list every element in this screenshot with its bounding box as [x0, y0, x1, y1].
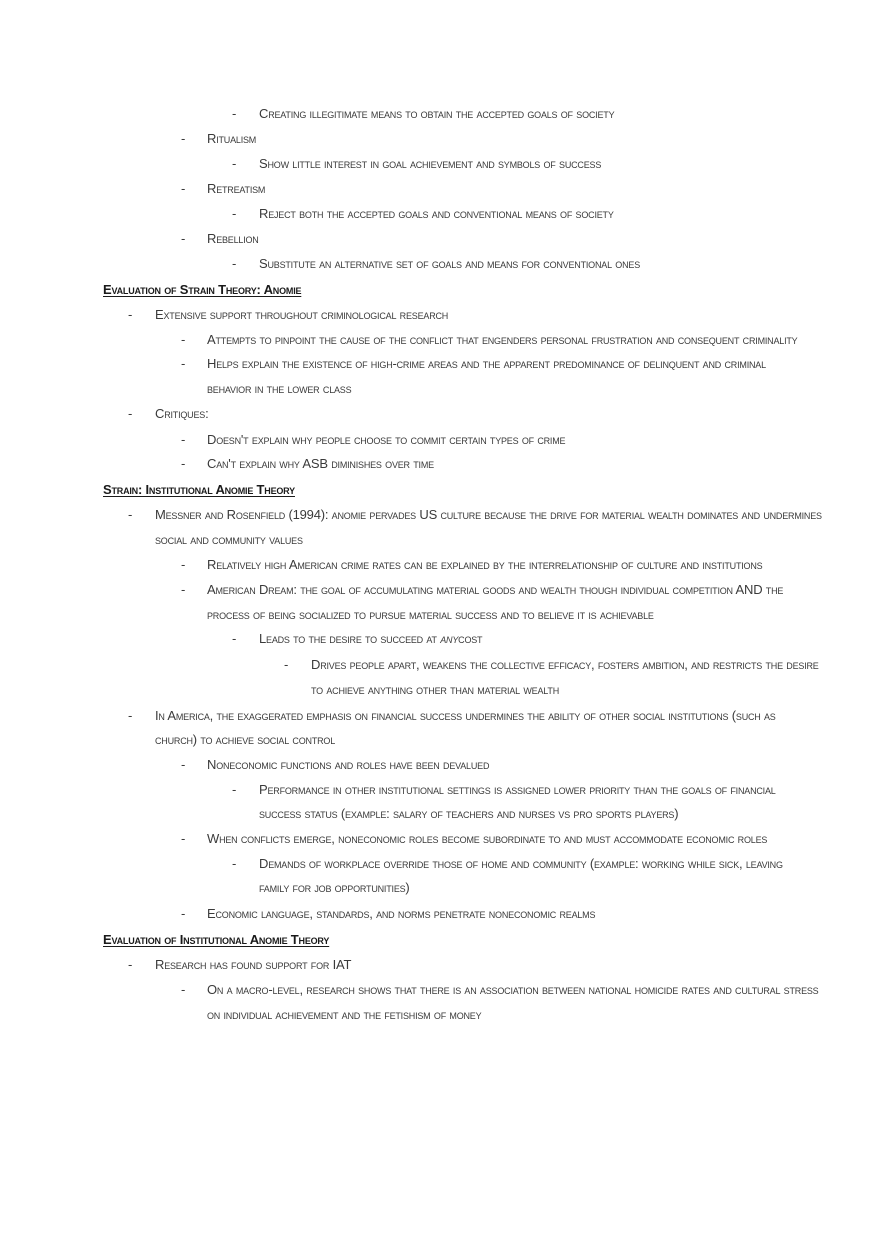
bullet-dash: -	[181, 906, 186, 921]
note-line	[0, 502, 880, 527]
note-line	[0, 226, 880, 251]
note-line	[0, 401, 880, 426]
line-text: Attempts to pinpoint the cause of the conflict that engenders personal frustration and consequent criminality	[207, 332, 798, 347]
note-line	[0, 626, 880, 651]
heading-text: Strain: Institutional Anomie Theory	[103, 482, 295, 497]
note-line	[0, 577, 880, 602]
bullet-dash: -	[232, 206, 237, 221]
line-text: Demands of workplace override those of home and community (example: working while sick, leaving	[259, 856, 783, 871]
section-heading	[0, 927, 880, 952]
note-line	[0, 251, 880, 276]
line-text: social and community values	[155, 532, 303, 547]
line-text: When conflicts emerge, noneconomic roles become subordinate to and must accommodate economic roles	[207, 831, 768, 846]
line-text: Can't explain why ASB diminishes over time	[207, 456, 434, 471]
bullet-dash: -	[181, 181, 186, 196]
line-text: Economic language, standards, and norms penetrate noneconomic realms	[207, 906, 596, 921]
bullet-dash: -	[181, 831, 186, 846]
line-text: American Dream: the goal of accumulating material goods and wealth though individual competition AND the	[207, 582, 784, 597]
bullet-dash: -	[232, 631, 237, 646]
note-line	[0, 527, 880, 552]
note-line	[0, 875, 880, 900]
note-line	[0, 1002, 880, 1027]
bullet-dash: -	[181, 982, 186, 997]
note-line	[0, 201, 880, 226]
note-line	[0, 652, 880, 677]
bullet-dash: -	[284, 657, 289, 672]
bullet-dash: -	[181, 582, 186, 597]
line-text: process of being socialized to pursue material success and to believe it is achievable	[207, 607, 654, 622]
line-text: Retreatism	[207, 181, 266, 196]
line-text: Reject both the accepted goals and conventional means of society	[259, 206, 614, 221]
note-line	[0, 552, 880, 577]
line-text: to achieve anything other than material wealth	[311, 682, 559, 697]
line-text: In America, the exaggerated emphasis on financial success undermines the ability of other social institutions (such as	[155, 708, 776, 723]
note-line	[0, 302, 880, 327]
section-heading	[0, 477, 880, 502]
line-text: On a macro-level, research shows that there is an association between national homicide rates and cultural stress	[207, 982, 819, 997]
line-text: Noneconomic functions and roles have been devalued	[207, 757, 490, 772]
line-text: church) to achieve social control	[155, 732, 336, 747]
note-line	[0, 752, 880, 777]
bullet-dash: -	[181, 456, 186, 471]
section-heading	[0, 277, 880, 302]
line-text: on individual achievement and the fetishism of money	[207, 1007, 482, 1022]
bullet-dash: -	[232, 106, 237, 121]
note-line	[0, 351, 880, 376]
bullet-dash: -	[128, 406, 133, 421]
line-text: family for job opportunities)	[259, 880, 410, 895]
bullet-dash: -	[128, 507, 133, 522]
line-text: Ritualism	[207, 131, 257, 146]
bullet-dash: -	[181, 332, 186, 347]
bullet-dash: -	[232, 156, 237, 171]
note-line	[0, 602, 880, 627]
note-line	[0, 727, 880, 752]
bullet-dash: -	[181, 356, 186, 371]
heading-text: Evaluation of Strain Theory: Anomie	[103, 282, 302, 297]
heading-text: Evaluation of Institutional Anomie Theory	[103, 932, 330, 947]
bullet-dash: -	[181, 131, 186, 146]
note-line	[0, 427, 880, 452]
line-text: Research has found support for IAT	[155, 957, 352, 972]
line-text: Performance in other institutional settings is assigned lower priority than the goals of financial	[259, 782, 776, 797]
bullet-dash: -	[181, 757, 186, 772]
line-text: Show little interest in goal achievement and symbols of success	[259, 156, 602, 171]
bullet-dash: -	[232, 256, 237, 271]
bullet-dash: -	[232, 782, 237, 797]
bullet-dash: -	[128, 708, 133, 723]
bullet-dash: -	[181, 231, 186, 246]
line-text: Rebellion	[207, 231, 259, 246]
line-text: Extensive support throughout criminological research	[155, 307, 449, 322]
note-line	[0, 777, 880, 802]
emphasis-text: any	[440, 631, 459, 646]
line-text: Creating illegitimate means to obtain the accepted goals of society	[259, 106, 615, 121]
bullet-dash: -	[128, 307, 133, 322]
line-text: Critiques:	[155, 406, 209, 421]
line-text: success status (example: salary of teachers and nurses vs pro sports players)	[259, 806, 679, 821]
note-line	[0, 327, 880, 352]
note-line	[0, 826, 880, 851]
note-line	[0, 151, 880, 176]
note-line	[0, 977, 880, 1002]
line-text: Drives people apart, weakens the collective efficacy, fosters ambition, and restricts the desire	[311, 657, 819, 672]
note-line	[0, 901, 880, 926]
bullet-dash: -	[232, 856, 237, 871]
note-line	[0, 451, 880, 476]
bullet-dash: -	[181, 432, 186, 447]
note-line	[0, 952, 880, 977]
line-text: Messner and Rosenfield (1994): anomie pervades US culture because the drive for material wealth dominates and undermines	[155, 507, 822, 522]
line-text: Substitute an alternative set of goals and means for conventional ones	[259, 256, 641, 271]
line-text: Doesn't explain why people choose to commit certain types of crime	[207, 432, 566, 447]
line-text: Relatively high American crime rates can be explained by the interrelationship of culture and institutions	[207, 557, 763, 572]
line-text: Helps explain the existence of high-crime areas and the apparent predominance of delinquent and criminal	[207, 356, 766, 371]
line-text: Leads to the desire to succeed at anycost	[259, 631, 483, 646]
note-line	[0, 703, 880, 728]
note-line	[0, 176, 880, 201]
bullet-dash: -	[128, 957, 133, 972]
note-line	[0, 376, 880, 401]
note-line	[0, 851, 880, 876]
bullet-dash: -	[181, 557, 186, 572]
note-line	[0, 677, 880, 702]
note-line	[0, 801, 880, 826]
note-line	[0, 101, 880, 126]
line-text: behavior in the lower class	[207, 381, 352, 396]
note-line	[0, 126, 880, 151]
